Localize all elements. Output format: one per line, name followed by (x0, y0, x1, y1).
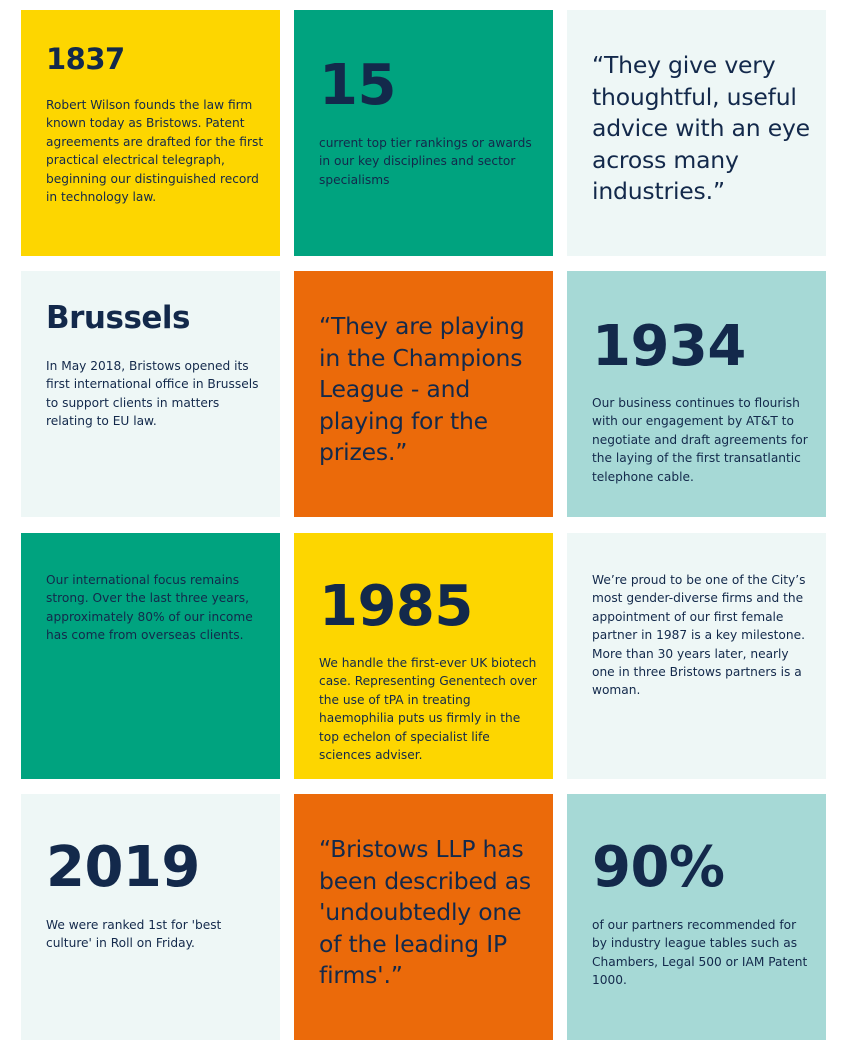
tile-heading: 15 (319, 53, 396, 118)
tile-international (21, 533, 280, 779)
tile-1837 (21, 10, 280, 256)
tile-1934 (567, 271, 826, 517)
tile-quote: “They give very thoughtful, useful advice with an eye across many industries.” (592, 51, 810, 206)
tile-diversity (567, 533, 826, 779)
tile-1985 (294, 533, 553, 779)
tile-2019 (21, 794, 280, 1040)
tile-heading: Brussels (46, 300, 190, 336)
tile-text: Robert Wilson founds the law firm known today as Bristows. Patent agreements are drafted for the first practical electrical telegraph, beginning our distinguished record in technology law. (46, 98, 264, 205)
tile-text: We handle the first-ever UK biotech case. Representing Genentech over the use of tPA in treating haemophilia puts us firmly in the top echelon of specialist life sciences adviser. (319, 656, 537, 763)
tile-heading: 1837 (46, 42, 125, 76)
tile-text: We were ranked 1st for 'best culture' in Roll on Friday. (46, 918, 222, 951)
tile-heading: 1934 (592, 314, 746, 379)
tile-text: In May 2018, Bristows opened its first international office in Brussels to support clients in matters relating to EU law. (46, 359, 259, 429)
tile-brussels (21, 271, 280, 517)
tile-text: We’re proud to be one of the City’s most gender-diverse firms and the appointment of our first female partner in 1987 is a key milestone. More than 30 years later, nearly one in three Bristows partners is a woman. (592, 573, 806, 698)
tile-heading: 90% (592, 835, 725, 900)
tile-90-percent (567, 794, 826, 1040)
tile-heading: 1985 (319, 574, 473, 639)
tile-quote-bristows (294, 794, 553, 1040)
tile-quote: “Bristows LLP has been described as 'undoubtedly one of the leading IP firms'.” (319, 835, 531, 990)
tile-text: Our international focus remains strong. Over the last three years, approximately 80% of our income has come from overseas clients. (46, 573, 253, 643)
tile-quote-champions (294, 271, 553, 517)
tile-text: current top tier rankings or awards in our key disciplines and sector specialisms (319, 136, 532, 187)
tile-quote: “They are playing in the Champions League - and playing for the prizes.” (319, 312, 525, 467)
tile-15 (294, 10, 553, 256)
tile-heading: 2019 (46, 835, 200, 900)
tile-quote-advice (567, 10, 826, 256)
tile-text: Our business continues to flourish with our engagement by AT&T to negotiate and draft agreements for the laying of the first transatlantic telephone cable. (592, 396, 808, 484)
tile-text: of our partners recommended for by industry league tables such as Chambers, Legal 500 or IAM Patent 1000. (592, 918, 808, 988)
